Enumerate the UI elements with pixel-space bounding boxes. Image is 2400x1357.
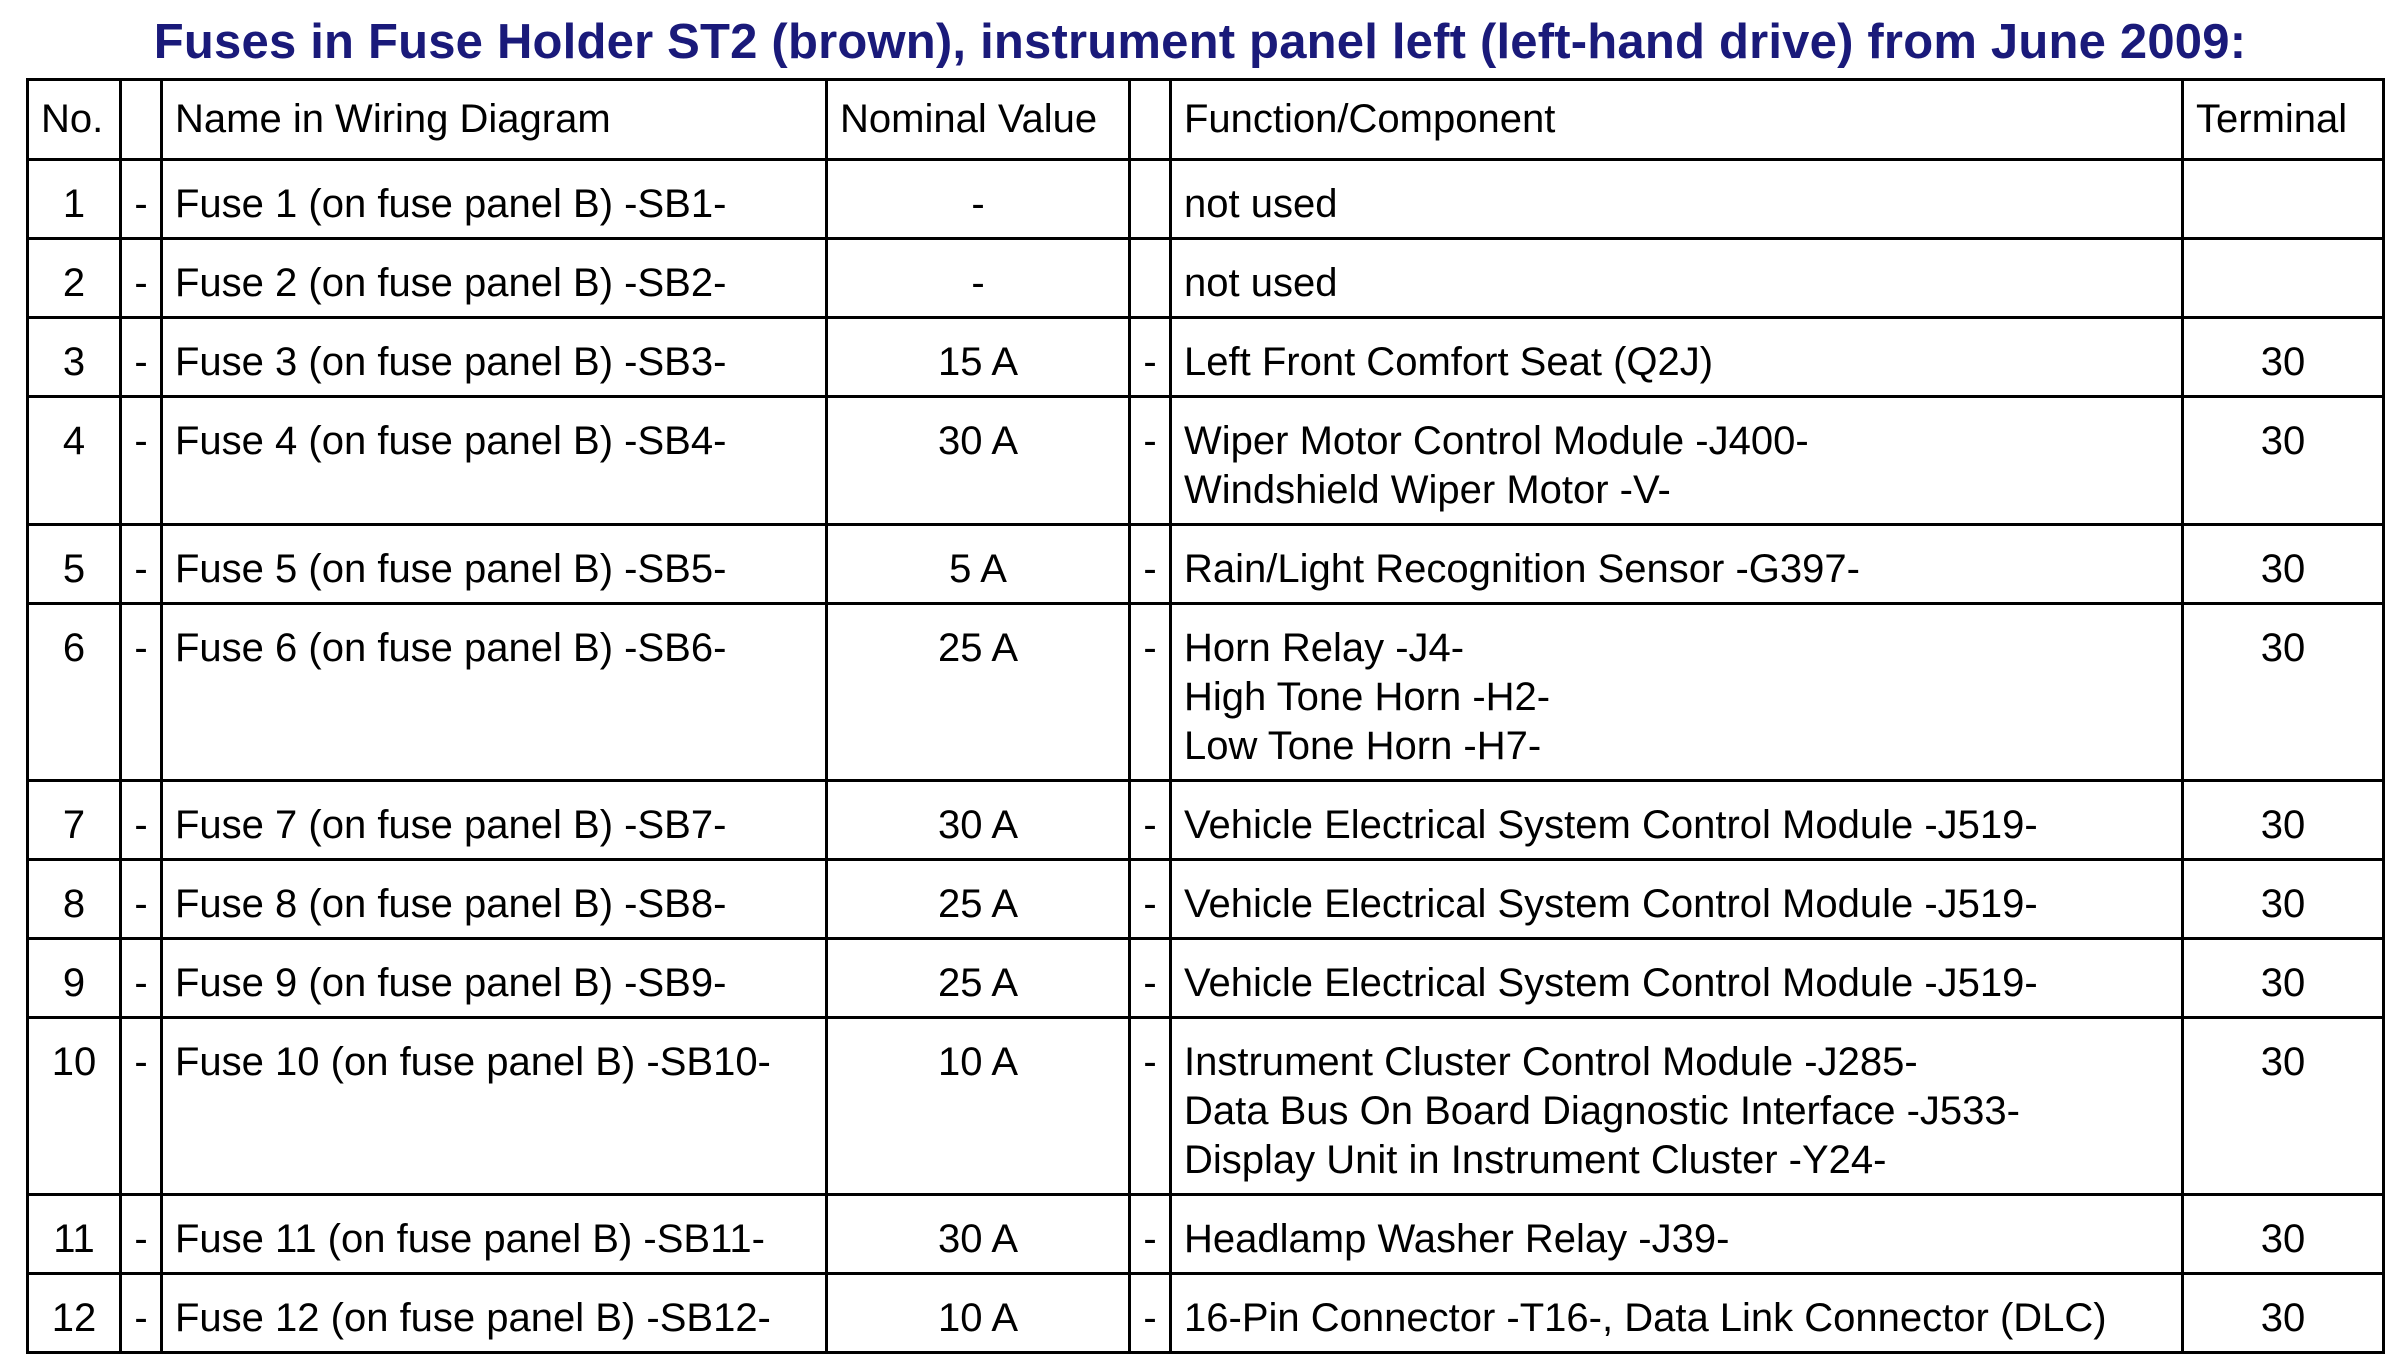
- function-line: Vehicle Electrical System Control Module -J519-: [1184, 882, 2038, 926]
- table-row: [28, 781, 2384, 860]
- function-line: Vehicle Electrical System Control Module -J519-: [1184, 803, 2038, 847]
- separator-dash: -: [121, 860, 162, 939]
- separator-dash: -: [1130, 397, 1171, 525]
- table-row: [28, 860, 2384, 939]
- separator-dash: -: [1130, 1018, 1171, 1195]
- function-line: Horn Relay -J4-: [1184, 626, 1465, 670]
- separator-dash: -: [1130, 604, 1171, 781]
- separator-dash: -: [121, 525, 162, 604]
- separator-dash: -: [121, 1274, 162, 1353]
- function-component: [1171, 1274, 2183, 1353]
- terminal: [2183, 239, 2384, 318]
- header-name: Name in Wiring Diagram: [162, 80, 827, 160]
- fuse-table: [26, 78, 2385, 1354]
- separator-dash: -: [121, 604, 162, 781]
- header-spacer: [1130, 80, 1171, 160]
- table-row: [28, 604, 2384, 781]
- nominal-value: 25 A: [827, 860, 1130, 939]
- separator-dash: -: [121, 939, 162, 1018]
- separator-dash: -: [1130, 939, 1171, 1018]
- nominal-value: 10 A: [827, 1018, 1130, 1195]
- fuse-name: Fuse 6 (on fuse panel B) -SB6-: [162, 604, 827, 781]
- table-row: [28, 318, 2384, 397]
- fuse-number: 11: [28, 1195, 121, 1274]
- table-row: [28, 1274, 2384, 1353]
- fuse-number: 2: [28, 239, 121, 318]
- function-line: not used: [1184, 182, 1338, 226]
- nominal-value: -: [827, 239, 1130, 318]
- fuse-name: Fuse 12 (on fuse panel B) -SB12-: [162, 1274, 827, 1353]
- fuse-number: 1: [28, 160, 121, 239]
- nominal-value: 30 A: [827, 781, 1130, 860]
- function-component: [1171, 397, 2183, 525]
- nominal-value: -: [827, 160, 1130, 239]
- fuse-name: Fuse 11 (on fuse panel B) -SB11-: [162, 1195, 827, 1274]
- terminal: 30: [2183, 860, 2384, 939]
- nominal-value: 10 A: [827, 1274, 1130, 1353]
- terminal: 30: [2183, 397, 2384, 525]
- terminal: 30: [2183, 781, 2384, 860]
- nominal-value: 25 A: [827, 604, 1130, 781]
- function-line: Headlamp Washer Relay -J39-: [1184, 1217, 1730, 1261]
- terminal: 30: [2183, 1195, 2384, 1274]
- function-line: Vehicle Electrical System Control Module -J519-: [1184, 961, 2038, 1005]
- function-line: Wiper Motor Control Module -J400-: [1184, 419, 1809, 463]
- fuse-name: Fuse 8 (on fuse panel B) -SB8-: [162, 860, 827, 939]
- separator-dash: -: [1130, 1195, 1171, 1274]
- nominal-value: 30 A: [827, 397, 1130, 525]
- fuse-number: 3: [28, 318, 121, 397]
- function-component: [1171, 1018, 2183, 1195]
- separator-dash: -: [121, 318, 162, 397]
- separator-dash: -: [1130, 1274, 1171, 1353]
- table-row: [28, 239, 2384, 318]
- nominal-value: 15 A: [827, 318, 1130, 397]
- fuse-number: 10: [28, 1018, 121, 1195]
- separator-dash: -: [121, 239, 162, 318]
- separator-dash: -: [1130, 860, 1171, 939]
- fuse-number: 9: [28, 939, 121, 1018]
- nominal-value: 5 A: [827, 525, 1130, 604]
- fuse-number: 7: [28, 781, 121, 860]
- header-terminal: Terminal: [2183, 80, 2384, 160]
- function-component: [1171, 939, 2183, 1018]
- function-line: Low Tone Horn -H7-: [1184, 724, 1542, 768]
- page-title: Fuses in Fuse Holder ST2 (brown), instrument panel left (left-hand drive) from June 2009:: [153, 15, 2247, 69]
- function-line: High Tone Horn -H2-: [1184, 675, 1551, 719]
- table-row: [28, 160, 2384, 239]
- function-line: Data Bus On Board Diagnostic Interface -J533-: [1184, 1089, 2020, 1133]
- header-nominal-value: Nominal Value: [827, 80, 1130, 160]
- terminal: 30: [2183, 939, 2384, 1018]
- fuse-name: Fuse 3 (on fuse panel B) -SB3-: [162, 318, 827, 397]
- function-line: Windshield Wiper Motor -V-: [1184, 468, 1671, 512]
- fuse-number: 4: [28, 397, 121, 525]
- terminal: [2183, 160, 2384, 239]
- separator-dash: -: [1130, 525, 1171, 604]
- function-component: [1171, 318, 2183, 397]
- separator-dash: -: [121, 781, 162, 860]
- function-component: [1171, 781, 2183, 860]
- separator-dash: -: [121, 1018, 162, 1195]
- nominal-value: 30 A: [827, 1195, 1130, 1274]
- function-component: [1171, 525, 2183, 604]
- function-component: [1171, 160, 2183, 239]
- function-component: [1171, 860, 2183, 939]
- fuse-number: 5: [28, 525, 121, 604]
- fuse-name: Fuse 4 (on fuse panel B) -SB4-: [162, 397, 827, 525]
- header-no: No.: [28, 80, 121, 160]
- fuse-number: 12: [28, 1274, 121, 1353]
- function-line: 16-Pin Connector -T16-, Data Link Connector (DLC): [1184, 1296, 2107, 1340]
- function-component: [1171, 239, 2183, 318]
- header-spacer: [121, 80, 162, 160]
- terminal: 30: [2183, 525, 2384, 604]
- function-component: [1171, 1195, 2183, 1274]
- nominal-value: 25 A: [827, 939, 1130, 1018]
- fuse-name: Fuse 1 (on fuse panel B) -SB1-: [162, 160, 827, 239]
- table-row: [28, 525, 2384, 604]
- separator-dash: -: [1130, 318, 1171, 397]
- fuse-number: 6: [28, 604, 121, 781]
- separator-dash: -: [121, 1195, 162, 1274]
- function-line: Instrument Cluster Control Module -J285-: [1184, 1040, 1918, 1084]
- separator-dash: -: [1130, 781, 1171, 860]
- separator-dash: [1130, 160, 1171, 239]
- fuse-number: 8: [28, 860, 121, 939]
- fuse-name: Fuse 9 (on fuse panel B) -SB9-: [162, 939, 827, 1018]
- header-row: [28, 80, 2384, 160]
- terminal: 30: [2183, 318, 2384, 397]
- terminal: 30: [2183, 604, 2384, 781]
- separator-dash: -: [121, 160, 162, 239]
- function-line: Left Front Comfort Seat (Q2J): [1184, 340, 1714, 384]
- header-function: Function/Component: [1171, 80, 2183, 160]
- fuse-name: Fuse 7 (on fuse panel B) -SB7-: [162, 781, 827, 860]
- terminal: 30: [2183, 1274, 2384, 1353]
- fuse-name: Fuse 5 (on fuse panel B) -SB5-: [162, 525, 827, 604]
- terminal: 30: [2183, 1018, 2384, 1195]
- table-row: [28, 1195, 2384, 1274]
- table-row: [28, 939, 2384, 1018]
- fuse-name: Fuse 2 (on fuse panel B) -SB2-: [162, 239, 827, 318]
- function-line: Display Unit in Instrument Cluster -Y24-: [1184, 1138, 1887, 1182]
- table-row: [28, 397, 2384, 525]
- separator-dash: [1130, 239, 1171, 318]
- table-row: [28, 1018, 2384, 1195]
- function-component: [1171, 604, 2183, 781]
- separator-dash: -: [121, 397, 162, 525]
- function-line: Rain/Light Recognition Sensor -G397-: [1184, 547, 1860, 591]
- fuse-name: Fuse 10 (on fuse panel B) -SB10-: [162, 1018, 827, 1195]
- function-line: not used: [1184, 261, 1338, 305]
